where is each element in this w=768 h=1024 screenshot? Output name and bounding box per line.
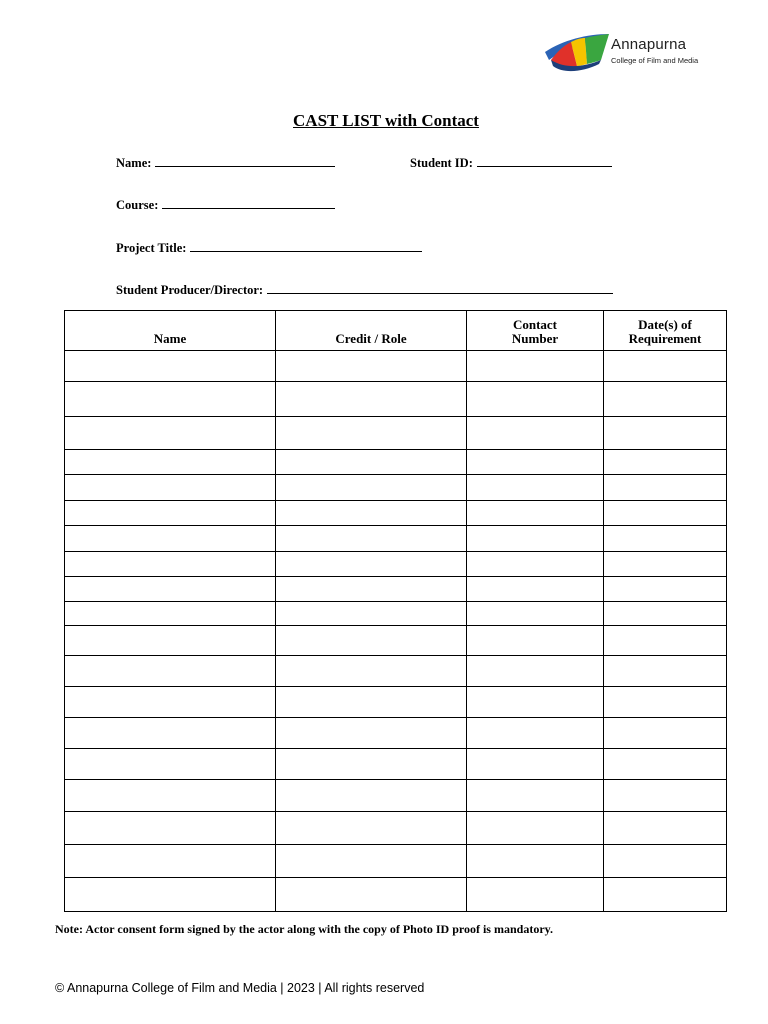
role-cell[interactable] — [276, 812, 467, 845]
student-id-line[interactable] — [477, 154, 612, 167]
date-cell[interactable] — [604, 382, 727, 417]
name-label: Name: — [116, 156, 152, 170]
copyright-footer: © Annapurna College of Film and Media | 2023 | All rights reserved — [55, 981, 425, 995]
date-cell[interactable] — [604, 812, 727, 845]
date-cell[interactable] — [604, 552, 727, 577]
name-cell[interactable] — [65, 552, 276, 577]
role-cell[interactable] — [276, 845, 467, 878]
table-row — [65, 656, 727, 687]
contact-cell[interactable] — [467, 577, 604, 602]
role-cell[interactable] — [276, 417, 467, 450]
contact-cell[interactable] — [467, 845, 604, 878]
table-row — [65, 812, 727, 845]
role-cell[interactable] — [276, 626, 467, 656]
date-cell[interactable] — [604, 475, 727, 501]
date-cell[interactable] — [604, 749, 727, 780]
course-label: Course: — [116, 198, 159, 212]
header-name: Name — [65, 311, 276, 351]
contact-cell[interactable] — [467, 878, 604, 912]
name-cell[interactable] — [65, 780, 276, 812]
table-row — [65, 450, 727, 475]
producer-label: Student Producer/Director: — [116, 283, 264, 297]
role-cell[interactable] — [276, 780, 467, 812]
table-row — [65, 718, 727, 749]
logo-subtitle: College of Film and Media — [611, 56, 699, 65]
name-cell[interactable] — [65, 577, 276, 602]
contact-cell[interactable] — [467, 602, 604, 626]
contact-cell[interactable] — [467, 656, 604, 687]
name-cell[interactable] — [65, 526, 276, 552]
contact-cell[interactable] — [467, 626, 604, 656]
role-cell[interactable] — [276, 382, 467, 417]
name-cell[interactable] — [65, 417, 276, 450]
contact-cell[interactable] — [467, 450, 604, 475]
date-cell[interactable] — [604, 878, 727, 912]
course-field — [116, 196, 335, 213]
name-cell[interactable] — [65, 351, 276, 382]
table-row — [65, 501, 727, 526]
role-cell[interactable] — [276, 687, 467, 718]
date-cell[interactable] — [604, 501, 727, 526]
name-cell[interactable] — [65, 382, 276, 417]
table-row — [65, 602, 727, 626]
role-cell[interactable] — [276, 501, 467, 526]
date-cell[interactable] — [604, 780, 727, 812]
table-row — [65, 626, 727, 656]
role-cell[interactable] — [276, 475, 467, 501]
role-cell[interactable] — [276, 450, 467, 475]
header-credit-role: Credit / Role — [276, 311, 467, 351]
contact-cell[interactable] — [467, 475, 604, 501]
header-contact-number: Contact Number — [467, 311, 604, 351]
date-cell[interactable] — [604, 656, 727, 687]
table-row — [65, 577, 727, 602]
name-cell[interactable] — [65, 501, 276, 526]
date-cell[interactable] — [604, 450, 727, 475]
producer-line[interactable] — [267, 281, 613, 294]
contact-cell[interactable] — [467, 351, 604, 382]
course-line[interactable] — [162, 196, 335, 209]
name-cell[interactable] — [65, 602, 276, 626]
table-row — [65, 687, 727, 718]
date-cell[interactable] — [604, 351, 727, 382]
name-cell[interactable] — [65, 475, 276, 501]
student-id-field — [410, 154, 612, 171]
date-cell[interactable] — [604, 526, 727, 552]
date-cell[interactable] — [604, 845, 727, 878]
contact-cell[interactable] — [467, 552, 604, 577]
table-row — [65, 780, 727, 812]
name-cell[interactable] — [65, 626, 276, 656]
table-row — [65, 526, 727, 552]
contact-cell[interactable] — [467, 526, 604, 552]
date-cell[interactable] — [604, 687, 727, 718]
project-title-line[interactable] — [190, 239, 422, 252]
date-cell[interactable] — [604, 718, 727, 749]
table-row — [65, 749, 727, 780]
page-title: CAST LIST with Contact — [293, 111, 479, 130]
table-row — [65, 878, 727, 912]
contact-cell[interactable] — [467, 382, 604, 417]
table-row — [65, 552, 727, 577]
role-cell[interactable] — [276, 552, 467, 577]
date-cell[interactable] — [604, 577, 727, 602]
logo-name: Annapurna — [611, 36, 687, 53]
table-header-row — [65, 311, 727, 351]
contact-cell[interactable] — [467, 718, 604, 749]
role-cell[interactable] — [276, 351, 467, 382]
name-cell[interactable] — [65, 718, 276, 749]
role-cell[interactable] — [276, 577, 467, 602]
contact-cell[interactable] — [467, 780, 604, 812]
name-cell[interactable] — [65, 687, 276, 718]
cast-table — [64, 310, 727, 912]
role-cell[interactable] — [276, 526, 467, 552]
table-row — [65, 351, 727, 382]
producer-field — [116, 281, 613, 298]
student-id-label: Student ID: — [410, 156, 473, 170]
project-title-field — [116, 239, 422, 256]
college-logo — [543, 30, 703, 74]
role-cell[interactable] — [276, 602, 467, 626]
name-cell[interactable] — [65, 656, 276, 687]
name-cell[interactable] — [65, 450, 276, 475]
film-reel-logo-icon — [543, 30, 609, 74]
name-cell[interactable] — [65, 812, 276, 845]
table-row — [65, 382, 727, 417]
role-cell[interactable] — [276, 749, 467, 780]
contact-cell[interactable] — [467, 417, 604, 450]
role-cell[interactable] — [276, 718, 467, 749]
contact-cell[interactable] — [467, 687, 604, 718]
project-title-label: Project Title: — [116, 241, 187, 255]
table-row — [65, 845, 727, 878]
table-row — [65, 417, 727, 450]
role-cell[interactable] — [276, 656, 467, 687]
name-cell[interactable] — [65, 845, 276, 878]
header-dates-requirement: Date(s) of Requirement — [604, 311, 727, 351]
role-cell[interactable] — [276, 878, 467, 912]
date-cell[interactable] — [604, 602, 727, 626]
name-cell[interactable] — [65, 749, 276, 780]
name-line[interactable] — [155, 154, 335, 167]
date-cell[interactable] — [604, 626, 727, 656]
name-field — [116, 154, 335, 171]
name-cell[interactable] — [65, 878, 276, 912]
contact-cell[interactable] — [467, 812, 604, 845]
contact-cell[interactable] — [467, 749, 604, 780]
date-cell[interactable] — [604, 417, 727, 450]
table-row — [65, 475, 727, 501]
consent-note: Note: Actor consent form signed by the actor along with the copy of Photo ID proof is mandatory. — [55, 922, 553, 936]
contact-cell[interactable] — [467, 501, 604, 526]
